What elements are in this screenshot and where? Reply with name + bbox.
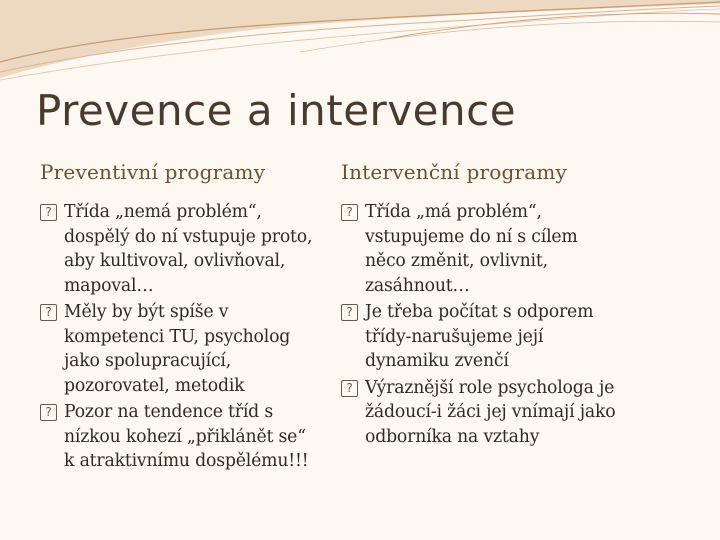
placeholder-box-icon: ?: [341, 304, 358, 321]
decorative-wave-graphic: [0, 0, 720, 90]
bullet-text-line: pozorovatel, metodik: [64, 375, 245, 396]
list-item: [40, 200, 350, 298]
bullet-text-line: Je třeba počítat s odporem: [365, 302, 594, 322]
bullet-text-line: odborníka na vztahy: [365, 426, 540, 447]
intervention-heading: Intervenční programy: [341, 160, 568, 184]
intervention-bullet-list: [341, 200, 686, 449]
bullet-text-line: Třída „nemá problém“,: [64, 202, 262, 222]
list-item: [341, 376, 686, 450]
placeholder-box-icon: ?: [40, 404, 57, 421]
bullet-text-line: třídy-narušujeme její: [365, 326, 544, 347]
placeholder-box-icon: ?: [341, 380, 358, 397]
slide-title: Prevence a intervence: [36, 86, 517, 135]
list-item: [341, 300, 686, 374]
bullet-text-line: aby kultivoval, ovlivňoval,: [64, 251, 286, 271]
bullet-text-line: mapoval…: [64, 275, 154, 296]
placeholder-box-icon: ?: [341, 204, 358, 221]
intervention-column: [341, 160, 686, 451]
bullet-text-line: Měly by být spíše v: [64, 302, 229, 322]
bullet-text-line: zasáhnout…: [365, 275, 470, 296]
bullet-text-line: k atraktivnímu dospělému!!!: [64, 451, 309, 471]
placeholder-box-icon: ?: [40, 204, 57, 221]
list-item: [341, 200, 686, 298]
bullet-text-line: dynamiku zvenčí: [365, 351, 509, 371]
bullet-text-line: Třída „má problém“,: [365, 202, 542, 222]
bullet-text-line: kompetenci TU, psycholog: [64, 326, 291, 347]
list-item: [40, 400, 350, 474]
bullet-text-line: Výraznější role psychologa je: [365, 377, 615, 398]
bullet-text-line: vstupujeme do ní s cílem: [365, 226, 578, 247]
bullet-text-line: dospělý do ní vstupuje proto,: [64, 226, 313, 247]
placeholder-box-icon: ?: [40, 304, 57, 321]
preventive-bullet-list: [40, 200, 350, 474]
preventive-heading: Preventivní programy: [40, 160, 266, 184]
preventive-column: [40, 160, 350, 476]
bullet-text-line: něco změnit, ovlivnit,: [365, 251, 548, 271]
bullet-text-line: jako spolupracující,: [64, 351, 232, 371]
list-item: [40, 300, 350, 398]
bullet-text-line: nízkou kohezí „přiklánět se“: [64, 426, 306, 447]
bullet-text-line: Pozor na tendence tříd s: [64, 402, 273, 422]
bullet-text-line: žádoucí-i žáci jej vnímají jako: [365, 402, 616, 422]
